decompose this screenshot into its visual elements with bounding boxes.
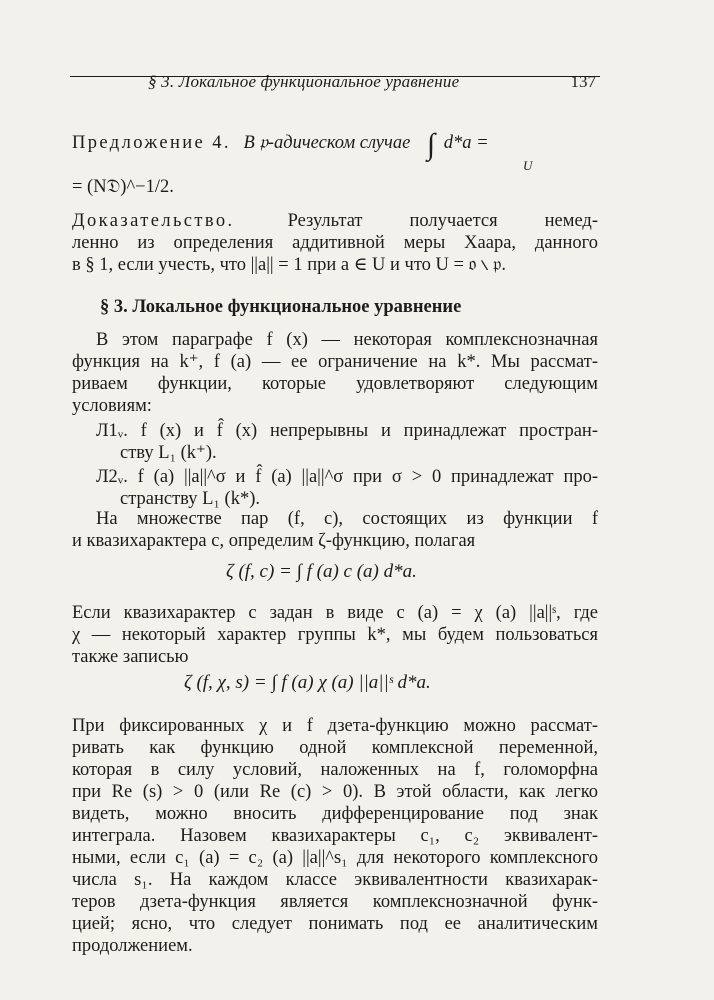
proof-line-1 — [72, 210, 598, 232]
proposition-line-1 — [72, 128, 598, 161]
final-line-1: При фиксированных χ и f дзета-функцию можно рассмат- — [72, 716, 598, 736]
final-line-6: интеграла. Назовем квазихарактеры c₁, c₂ эквивалент- — [72, 826, 598, 846]
proposition-label: Предложение 4. — [72, 133, 231, 153]
quasichar-line-3: также записью — [72, 647, 189, 667]
body-line-3: риваем функции, которые удовлетворяют следующим — [72, 374, 598, 394]
quasichar-line-1: Если квазихарактер c задан в виде c (a) = χ (a) ||a||ˢ, где — [72, 603, 598, 623]
body-line-2: функция на k⁺, f (a) — ее ограничение на k*. Мы рассмат- — [72, 352, 598, 372]
running-head — [70, 72, 600, 91]
zeta-intro-line-1: На множестве пар (f, c), состоящих из функции f — [96, 509, 598, 529]
final-line-4: при Re (s) > 0 (или Re (c) > 0). В этой области, как легко — [72, 782, 598, 802]
proposition-line-2: = (N𝔇)^−1/2. — [72, 177, 174, 197]
final-line-11: продолжением. — [72, 936, 193, 956]
final-line-2: ривать как функцию одной комплексной переменной, — [72, 738, 598, 758]
final-line-5: видеть, можно вносить дифференцирование под знак — [72, 804, 598, 824]
page-number: 137 — [570, 72, 596, 91]
condition-1-line-2: ству L₁ (k⁺). — [120, 443, 217, 463]
proof-line-3: в § 1, если учесть, что ||a|| = 1 при a ∈ U и что U = 𝔬 ∖ 𝔭. — [72, 255, 506, 275]
condition-1-line-1: Л1ᵥ. f (x) и f̂ (x) непрерывны и принадлежат простран- — [96, 421, 598, 441]
final-line-8: числа s₁. На каждом классе эквивалентности квазихарак- — [72, 870, 598, 890]
proposition-text: В 𝔭-адическом случае — [243, 133, 411, 153]
proof-text: Результат получается немед- — [287, 211, 599, 231]
zeta-intro-line-2: и квазихарактера c, определим ζ-функцию, полагая — [72, 531, 476, 551]
condition-2-line-1: Л2ᵥ. f (a) ||a||^σ и f̂ (a) ||a||^σ при σ > 0 принадлежат про- — [96, 467, 598, 487]
body-line-4: условиям: — [72, 396, 152, 416]
integral-sign: ∫ — [426, 128, 436, 161]
proof-line-2: ленно из определения аддитивной меры Хаара, данного — [72, 233, 598, 253]
final-line-7: ными, если c₁ (a) = c₂ (a) ||a||^s₁ для некоторого комплексного — [72, 848, 598, 868]
final-line-3: которая в силу условий, наложенных на f, голоморфна — [72, 760, 598, 780]
proposition-tail: d*a = — [443, 133, 489, 153]
quasichar-line-2: χ — некоторый характер группы k*, мы будем пользоваться — [72, 625, 598, 645]
running-head-title: § 3. Локальное функциональное уравнение — [148, 72, 460, 91]
section-heading: § 3. Локальное функциональное уравнение — [100, 297, 462, 317]
formula-zeta-fchis: ζ (f, χ, s) = ∫ f (a) χ (a) ||a||ˢ d*a. — [184, 672, 431, 693]
integral-subscript: U — [523, 158, 533, 173]
proof-label: Доказательство. — [72, 211, 235, 231]
formula-zeta-fc: ζ (f, c) = ∫ f (a) c (a) d*a. — [226, 561, 417, 582]
body-line-1: В этом параграфе f (x) — некоторая комплекснозначная — [96, 330, 598, 350]
final-line-9: теров дзета-функция является комплекснозначной функ- — [72, 892, 598, 912]
condition-2-line-2: странству L₁ (k*). — [120, 489, 260, 509]
final-line-10: цией; ясно, что следует понимать под ее аналитическим — [72, 914, 598, 934]
